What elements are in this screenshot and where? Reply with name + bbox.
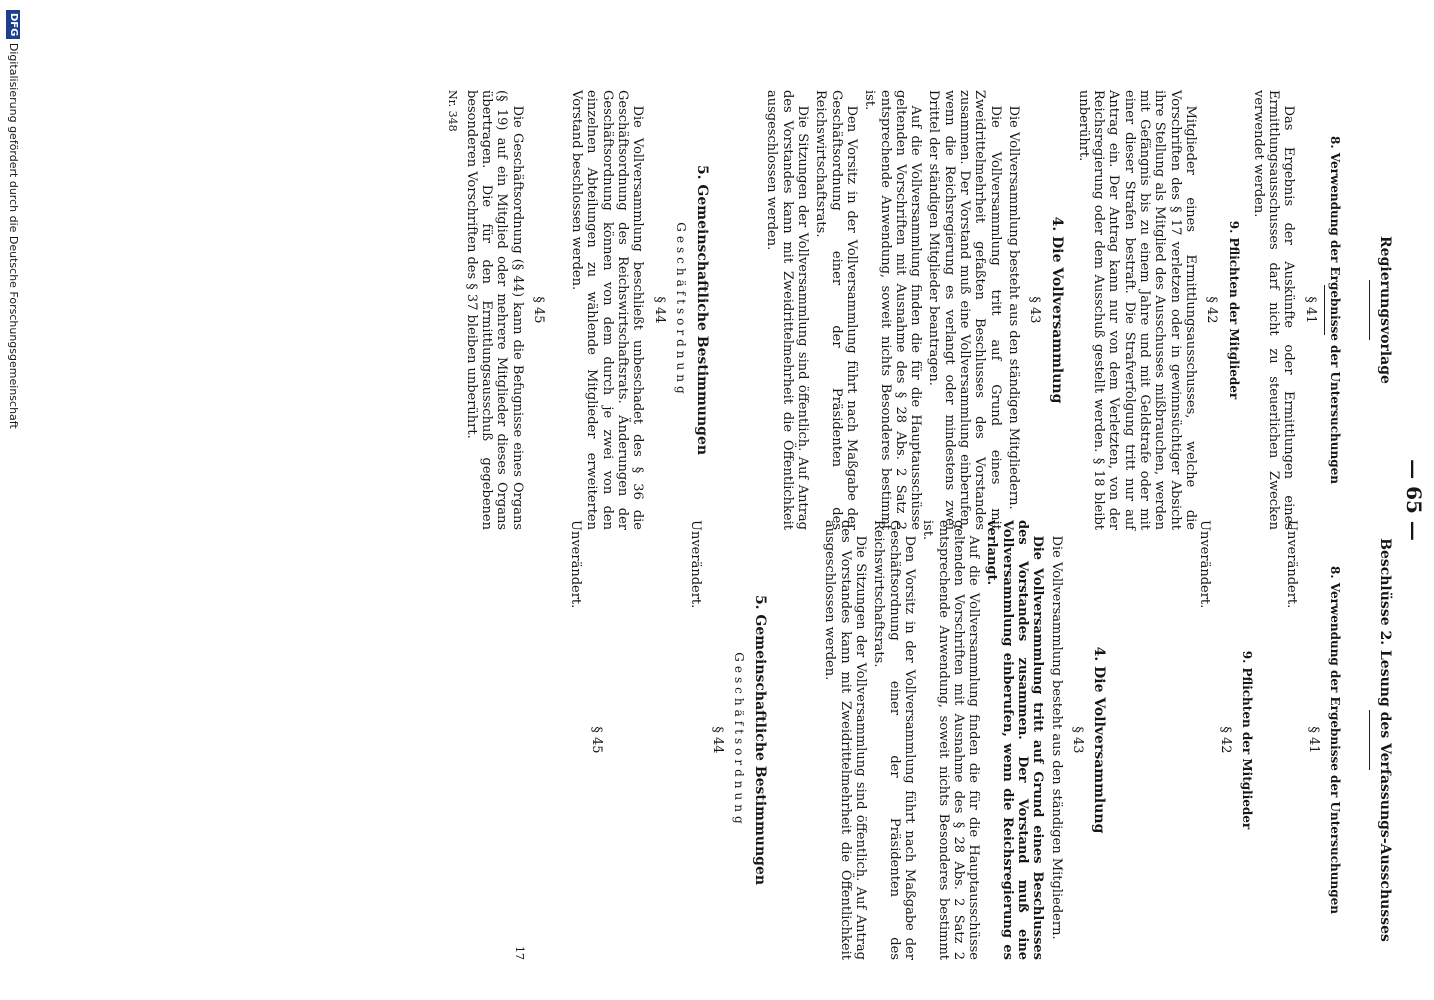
paragraph-number: § 41 (1302, 296, 1318, 324)
paragraph-text: Die Sitzungen der Vollversammlung sind öffentlich. Auf Antrag des Vorstandes kann mit Zweidrittelmehrheit die Öffentlichkeit ausgeschlossen werden. (822, 520, 869, 960)
page-number: — 65 — (1402, 459, 1426, 541)
paragraph-text: Auf die Vollversammlung finden die für die Hauptausschüsse geltenden Vorschriften mit Ausnahme des § 28 Abs. 2 Satz 2 entsprechende Anwendung, soweit nichts Besonderes bestimmt ist. (862, 90, 924, 530)
paragraph-text: Die Vollversammlung besteht aus den ständigen Mitgliedern. (1005, 105, 1021, 510)
paragraph-text: Die Vollversammlung besteht aus den ständigen Mitgliedern. (1048, 535, 1064, 940)
paragraph-text: Den Vorsitz in der Vollversammlung führt nach Maßgabe der Geschäftsordnung einer der Präsidenten des Reichswirtschaftsrats. (813, 90, 859, 530)
header-rule (1369, 280, 1370, 340)
paragraph-text: Unverändert. (1284, 520, 1300, 609)
note-text: Digitalisierung gefördert durch die Deutsche Forschungsgemeinschaft (7, 42, 20, 429)
footnote: 17 (513, 946, 527, 960)
paragraph-text: Den Vorsitz in der Vollversammlung führt nach Maßgabe der Geschäftsordnung einer der Präsidenten des Reichswirtschaftsrats. (871, 520, 917, 960)
chapter-title: 4. Die Vollversammlung (1048, 216, 1065, 404)
paragraph-number: § 42 (1204, 296, 1220, 324)
section-title: 9. Pflichten der Mitglieder (1226, 220, 1241, 400)
header-rule (1369, 710, 1370, 770)
paragraph-text: Die Sitzungen der Vollversammlung sind öffentlich. Auf Antrag des Vorstandes kann mit Zweidrittelmehrheit die Öffentlichkeit ausgeschlossen werden. (764, 90, 811, 530)
paragraph-text: Unverändert. (1196, 520, 1212, 609)
section-title: 9. Pflichten der Mitglieder (1240, 650, 1255, 830)
section-rule (1324, 285, 1325, 335)
paragraph-text: Mitglieder eines Ermittlungsausschusses, welche die Vorschriften des § 17 verletzen oder in gewinnsüchtiger Absicht ihre Stellung als Mitglied des Ausschusses mißbrauchen, werden mit Gefängnis bis zu einem Jahre und mit Geldstrafe oder mit einer dieser Strafen bestraft. Die Strafverfolgung tritt nur auf Antrag ein. Der Antrag kann nur von dem Verletzten, von der Reichsregierung oder dem Ausschuß gestellt werden. § 18 bleibt unberührt. (1075, 90, 1198, 530)
paragraph-number: § 43 (1027, 296, 1043, 324)
paragraph-text: Die Vollversammlung tritt auf Grund eines mit Zweidrittelmehrheit gefaßten Beschlusses des Vorstandes zusammen. Der Vorstand muß eine Vollversammlung einberufen, wenn die Reichsregierung es verlangt oder mindestens zwei Drittel der ständigen Mitglieder beantragen. (926, 90, 1003, 530)
chapter-title: 4. Die Vollversammlung (1091, 646, 1108, 834)
digitization-note (2, 10, 24, 1000)
footnote: Nr. 348 (446, 90, 460, 132)
dfg-logo: DFG (6, 10, 20, 39)
paragraph-text: Auf die Vollversammlung finden die für die Hauptausschüsse geltenden Vorschriften mit Ausnahme des § 28 Abs. 2 Satz 2 entsprechende Anwendung, soweit nichts Besonderes bestimmt ist. (920, 520, 982, 960)
paragraph-number: § 45 (530, 296, 546, 324)
subsection-title: Geschäftsordnung (731, 652, 746, 828)
column-header: Beschlüsse 2. Lesung des Verfassungs-Ausschusses (1377, 538, 1393, 942)
paragraph-text: Die Vollversammlung beschließt unbeschadet des § 36 die Geschäftsordnung des Reichswirtschaftsrats. Änderungen der Geschäftsordnung können von dem durch je zwei von den einzelnen Abteilungen zu wählende Mitglieder erweiterten Vorstand beschlossen werden. (569, 90, 646, 530)
paragraph-number: § 45 (588, 726, 604, 754)
paragraph-number: § 44 (651, 296, 667, 324)
paragraph-text-changed: Die Vollversammlung tritt auf Grund eines Beschlusses des Vorstandes zusammen. Der Vorstand muß eine Vollversammlung einberufen, wenn die Reichsregierung es verlangt. (984, 520, 1046, 960)
paragraph-number: § 41 (1305, 726, 1321, 754)
subsection-title: Geschäftsordnung (673, 222, 688, 398)
paragraph-text: Unverändert. (688, 520, 704, 609)
section-title: 8. Verwendung der Ergebnisse der Untersuchungen (1328, 566, 1342, 914)
paragraph-text: Die Geschäftsordnung (§ 44) kann die Befugnisse eines Organs (§ 19) auf ein Mitglied oder mehrere Mitglieder dieses Organs übertragen. Die für den Ermittlungsausschuß gegebenen besonderen Vorschriften des § 37 bleiben unberührt. (463, 90, 525, 530)
paragraph-number: § 42 (1217, 726, 1233, 754)
paragraph-text: Das Ergebnis der Auskünfte oder Ermittlungen eines Ermittlungsausschusses darf nicht zu steuerlichen Zwecken verwendet werden. (1250, 90, 1297, 530)
section-title: 8. Verwendung der Ergebnisse der Untersuchungen (1328, 136, 1342, 484)
paragraph-text: Unverändert. (567, 520, 583, 609)
paragraph-number: § 44 (709, 726, 725, 754)
chapter-title: 5. Gemeinschaftliche Bestimmungen (752, 594, 769, 886)
chapter-title: 5. Gemeinschaftliche Bestimmungen (694, 164, 711, 456)
column-header: Regierungsvorlage (1377, 236, 1393, 384)
paragraph-number: § 43 (1069, 726, 1085, 754)
column-beschluesse (509, 520, 1392, 960)
column-regierungsvorlage (442, 90, 1392, 530)
